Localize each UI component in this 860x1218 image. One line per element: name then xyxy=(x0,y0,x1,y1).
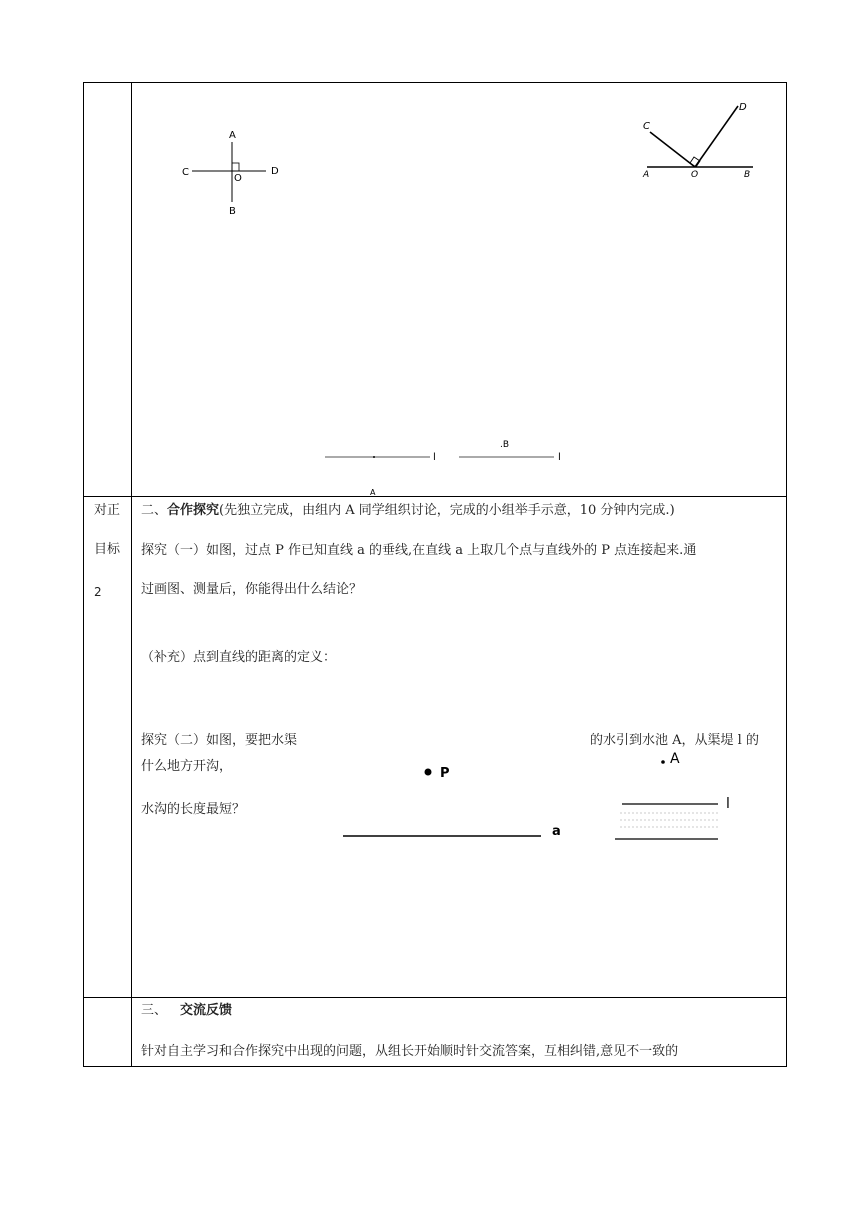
heading-number: 二、 xyxy=(141,503,168,518)
side-label-line1: 对正 xyxy=(94,503,121,518)
heading-instructions: (先独立完成，由组内 A 同学组织讨论，完成的小组举手示意，10 分钟内完成.) xyxy=(219,503,675,518)
fig3-label-b: .B xyxy=(500,440,510,450)
explore2-part1: 探究（二）如图，要把水渠 xyxy=(141,733,298,748)
explore2-part2: 的水引到水池 A，从渠堤 l 的 xyxy=(590,733,759,748)
table-row-divider-2 xyxy=(83,997,787,998)
fig2-label-a: A xyxy=(643,170,650,180)
supplement-definition: （补充）点到直线的距离的定义： xyxy=(141,650,337,665)
section-heading-feedback xyxy=(141,1003,232,1019)
points-lines-figure xyxy=(320,430,580,498)
explore2-line3: 水沟的长度最短？ xyxy=(141,802,246,817)
heading3-number: 三、 xyxy=(141,1003,168,1018)
point-line-figure-p xyxy=(335,760,575,850)
explore1-line2: 过画图、测量后，你能得出什么结论？ xyxy=(141,582,363,597)
table-border-bottom xyxy=(83,1066,787,1067)
fig3-label-a: A xyxy=(370,488,376,497)
heading3-title: 交流反馈 xyxy=(180,1003,233,1018)
fig2-label-o: O xyxy=(691,170,699,180)
fig1-label-a: A xyxy=(229,130,236,141)
table-border-top xyxy=(83,82,787,83)
table-border-right xyxy=(786,82,787,1067)
explore2-line2: 什么地方开沟， xyxy=(141,759,233,774)
table-border-left xyxy=(83,82,84,1067)
heading-title: 合作探究 xyxy=(167,503,220,518)
feedback-body: 针对自主学习和合作探究中出现的问题，从组长开始顺时针交流答案，互相纠错,意见不一致的 xyxy=(141,1044,679,1059)
fig1-label-d: D xyxy=(271,166,279,177)
side-label-line3: 2 xyxy=(94,585,102,599)
fig2-label-d: D xyxy=(739,102,747,113)
explore1-line1: 探究（一）如图，过点 P 作已知直线 a 的垂线,在直线 a 上取几个点与直线外的 P 点连接起来.通 xyxy=(141,543,697,558)
fig2-label-b: B xyxy=(744,170,751,180)
fig-label-canal: l xyxy=(726,796,730,812)
table-column-divider xyxy=(131,82,132,1067)
fig-label-pool: A xyxy=(670,751,680,767)
fig-label-a-line: a xyxy=(552,824,561,839)
side-label-line2: 目标 xyxy=(94,542,121,557)
perpendicular-figure-cross xyxy=(175,125,290,220)
fig1-label-o: O xyxy=(234,173,242,184)
fig3-label-line1: l xyxy=(433,452,436,463)
canal-pool-figure xyxy=(610,745,745,845)
fig1-label-b: B xyxy=(229,206,236,217)
fig3-label-line2: l xyxy=(558,452,561,463)
fig1-label-c: C xyxy=(182,167,189,178)
fig2-label-c: C xyxy=(643,121,650,132)
perpendicular-figure-angle xyxy=(635,95,765,185)
fig-label-p: P xyxy=(440,766,450,781)
section-heading-cooperate xyxy=(141,503,675,519)
